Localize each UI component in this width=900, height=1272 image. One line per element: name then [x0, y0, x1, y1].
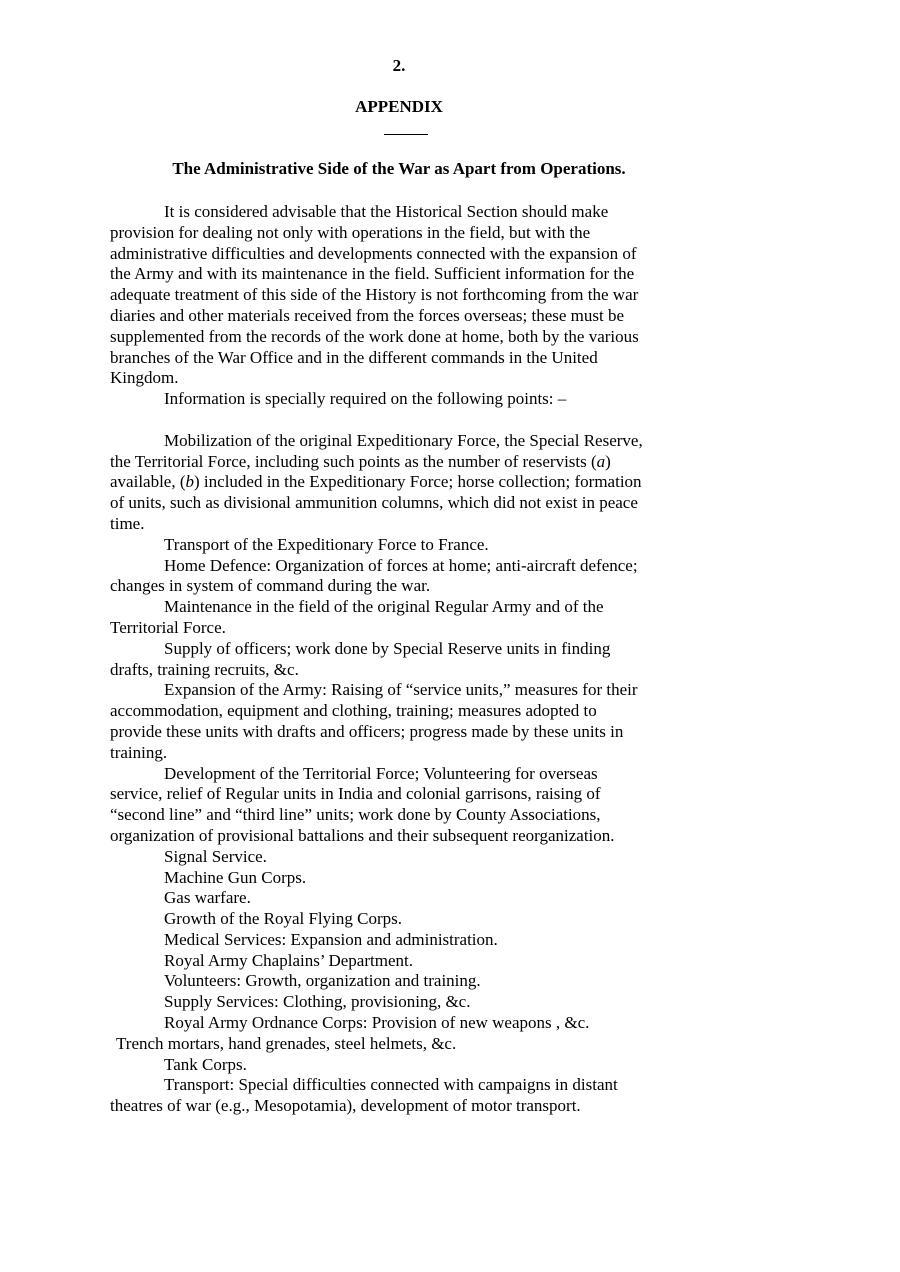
text-fragment: the Territorial Force, including such points as the number of reservists ( [110, 451, 597, 471]
text-line: Gas warfare. [164, 888, 251, 908]
list-item-tank-corps [110, 1055, 690, 1076]
text-line: Supply Services: Clothing, provisioning, &c. [164, 992, 471, 1012]
list-item-territorial-development [110, 764, 690, 847]
text-fragment: ) included in the Expeditionary Force; horse collection; formation [194, 472, 642, 492]
text-line: Trench mortars, hand grenades, steel helmets, &c. [116, 1033, 457, 1053]
text-line: drafts, training recruits, &c. [110, 659, 299, 679]
text-line: service, relief of Regular units in India and colonial garrisons, raising of [110, 784, 601, 804]
text-line: Transport of the Expeditionary Force to France. [164, 534, 489, 554]
list-item-machine-gun-corps [110, 868, 690, 889]
list-item-transport-distant [110, 1075, 690, 1117]
appendix-title: APPENDIX [355, 97, 443, 116]
text-line: Growth of the Royal Flying Corps. [164, 909, 402, 929]
paragraph-gap [110, 410, 690, 431]
list-item-supply-of-officers [110, 639, 690, 681]
mobilization-paragraph [110, 431, 690, 535]
list-item-royal-flying-corps [110, 909, 690, 930]
text-line: accommodation, equipment and clothing, training; measures adopted to [110, 701, 597, 721]
text-line: organization of provisional battalions and their subsequent reorganization. [110, 825, 615, 845]
text-line: administrative difficulties and developments connected with the expansion of [110, 243, 637, 263]
list-item-medical-services [110, 930, 690, 951]
list-item-trench-mortars [110, 1034, 690, 1055]
text-line: changes in system of command during the war. [110, 576, 431, 596]
text-line: Machine Gun Corps. [164, 867, 307, 887]
points-intro-paragraph [110, 389, 690, 410]
text-line: Information is specially required on the following points: – [164, 389, 567, 409]
text-line: Volunteers: Growth, organization and training. [164, 971, 481, 991]
text-line: “second line” and “third line” units; work done by County Associations, [110, 805, 601, 825]
text-line: Development of the Territorial Force; Volunteering for overseas [164, 763, 598, 783]
text-line: Medical Services: Expansion and administration. [164, 929, 498, 949]
text-line: Supply of officers; work done by Special Reserve units in finding [164, 638, 611, 658]
list-item-volunteers [110, 971, 690, 992]
text-line: adequate treatment of this side of the History is not forthcoming from the war [110, 285, 639, 305]
text-line: provision for dealing not only with operations in the field, but with the [110, 222, 591, 242]
text-fragment: available, ( [110, 472, 186, 492]
list-item-supply-services [110, 992, 690, 1013]
list-item-signal-service [110, 847, 690, 868]
text-line: training. [110, 742, 168, 762]
text-fragment: ) [605, 451, 611, 471]
list-item-transport [110, 535, 690, 556]
text-line: supplemented from the records of the work done at home, both by the various [110, 326, 639, 346]
text-line: Tank Corps. [164, 1054, 247, 1074]
text-line [56, 472, 690, 493]
list-item-home-defence [110, 556, 690, 598]
text-line: provide these units with drafts and officers; progress made by these units in [110, 721, 624, 741]
text-line: Territorial Force. [110, 617, 226, 637]
title-underline-rule [384, 134, 428, 135]
section-heading: The Administrative Side of the War as Apart from Operations. [172, 159, 626, 178]
text-line: diaries and other materials received from the forces overseas; these must be [110, 305, 625, 325]
text-line: Maintenance in the field of the original Regular Army and of the [164, 597, 604, 617]
list-item-expansion [110, 680, 690, 763]
intro-paragraph [110, 202, 690, 389]
text-line: the Army and with its maintenance in the field. Sufficient information for the [110, 264, 635, 284]
text-line: Home Defence: Organization of forces at home; anti-aircraft defence; [164, 555, 638, 575]
label-b: b [185, 472, 195, 492]
text-line: Mobilization of the original Expeditionary Force, the Special Reserve, [164, 430, 643, 450]
list-item-ordnance-corps [110, 1013, 690, 1034]
list-item-maintenance [110, 597, 690, 639]
text-line: Kingdom. [110, 368, 179, 388]
body-text [110, 202, 690, 1117]
text-line: It is considered advisable that the Historical Section should make [164, 202, 609, 221]
text-line: Transport: Special difficulties connected with campaigns in distant [164, 1075, 618, 1095]
text-line: of units, such as divisional ammunition columns, which did not exist in peace [110, 493, 638, 513]
text-line: branches of the War Office and in the different commands in the United [110, 347, 598, 367]
list-item-chaplains [110, 951, 690, 972]
text-line: Royal Army Chaplains’ Department. [164, 950, 413, 970]
text-line [56, 452, 690, 473]
page-number: 2. [392, 56, 406, 75]
list-item-gas-warfare [110, 888, 690, 909]
label-a: a [596, 451, 606, 471]
text-line: theatres of war (e.g., Mesopotamia), development of motor transport. [110, 1096, 581, 1116]
text-line: time. [110, 513, 145, 533]
text-line: Expansion of the Army: Raising of “service units,” measures for their [164, 680, 638, 700]
text-line: Royal Army Ordnance Corps: Provision of new weapons , &c. [164, 1013, 590, 1033]
text-line: Signal Service. [164, 846, 267, 866]
